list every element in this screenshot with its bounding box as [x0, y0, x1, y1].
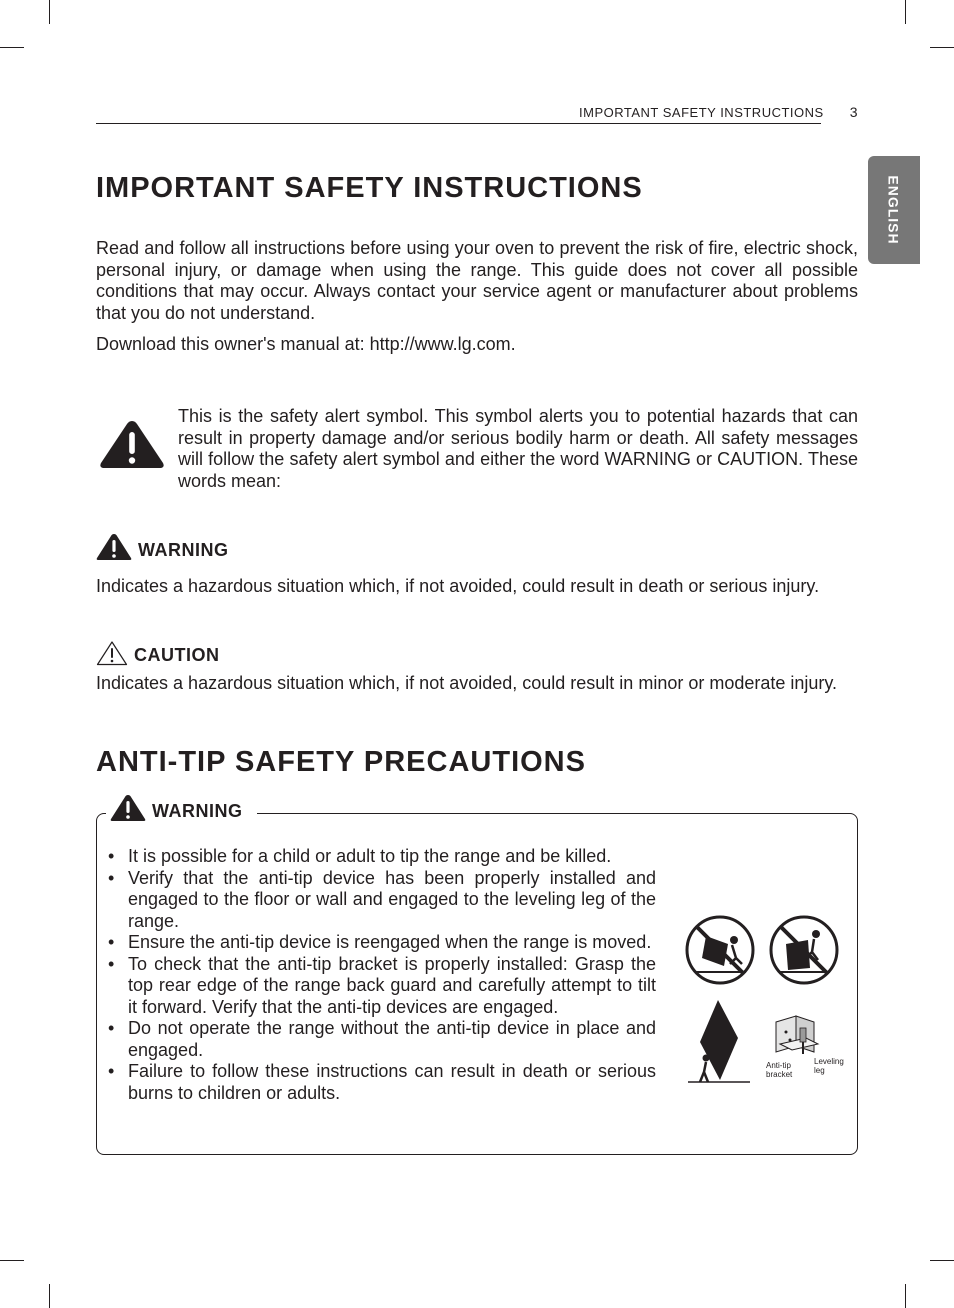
header-rule [96, 123, 821, 124]
box-warning-label [106, 794, 257, 822]
anti-tip-bracket-illustration [766, 1014, 822, 1062]
language-tab-label: ENGLISH [886, 175, 903, 245]
running-title: IMPORTANT SAFETY INSTRUCTIONS [579, 105, 824, 120]
warning-triangle-icon [110, 794, 146, 822]
list-item: • Do not operate the range without the anti-tip device in place and engaged. [106, 1018, 656, 1061]
crop-mark [930, 47, 954, 48]
crop-mark [905, 0, 906, 24]
list-item: • To check that the anti-tip bracket is properly installed: Grasp the top rear edge of the range back guard and carefully attempt to tilt it forward. Verify that the anti-tip devices are engaged. [106, 954, 656, 1019]
language-tab [868, 156, 920, 264]
list-item: • It is possible for a child or adult to tip the range and be killed. [106, 846, 656, 868]
warning-triangle-icon [96, 533, 132, 561]
warning-signal [96, 533, 229, 561]
alert-symbol-description: This is the safety alert symbol. This symbol alerts you to potential hazards that can result in property damage and/or serious bodily harm or death. All safety messages will follow the safety alert symbol and either the word WARNING or CAUTION. These words mean: [178, 406, 858, 491]
crop-mark [49, 1284, 50, 1308]
figure-label-leg: Leveling leg [814, 1057, 844, 1075]
list-item: • Ensure the anti-tip device is reengaged when the range is moved. [106, 932, 656, 954]
section-heading-safety: IMPORTANT SAFETY INSTRUCTIONS [96, 172, 643, 204]
crop-mark [0, 1260, 24, 1261]
figure-label-bracket: Anti-tip bracket [766, 1061, 793, 1079]
download-paragraph: Download this owner's manual at: http://www.lg.com. [96, 334, 516, 354]
section-heading-anti-tip: ANTI-TIP SAFETY PRECAUTIONS [96, 746, 586, 778]
caution-definition: Indicates a hazardous situation which, if not avoided, could result in minor or moderate injury. [96, 673, 838, 693]
caution-word: CAUTION [134, 645, 220, 665]
crop-mark [0, 47, 24, 48]
no-tip-climbing-icon [768, 914, 840, 986]
running-header [96, 104, 858, 120]
page-number: 3 [849, 104, 858, 120]
crop-mark [905, 1284, 906, 1308]
list-item: • Failure to follow these instructions can result in death or serious burns to children or adults. [106, 1061, 656, 1104]
box-warning-word: WARNING [152, 801, 243, 821]
caution-triangle-icon [96, 640, 128, 666]
anti-tip-bullet-list [106, 846, 656, 1104]
list-item: • Verify that the anti-tip device has been properly installed and engaged to the floor or wall and engaged to the leveling leg of the range. [106, 868, 656, 933]
crop-mark [49, 0, 50, 24]
warning-triangle-icon [98, 418, 166, 470]
crop-mark [930, 1260, 954, 1261]
tipping-range-illustration [686, 996, 752, 1086]
warning-word: WARNING [138, 540, 229, 560]
warning-definition: Indicates a hazardous situation which, if not avoided, could result in death or serious injury. [96, 576, 820, 596]
intro-paragraph: Read and follow all instructions before using your oven to prevent the risk of fire, electric shock, personal injury, or damage when using the range. This guide does not cover all possible conditions that may occur. Always contact your service agent or manufacturer about problems that you do not understand. [96, 238, 858, 323]
caution-signal [96, 640, 220, 666]
no-tip-child-icon [684, 914, 756, 986]
